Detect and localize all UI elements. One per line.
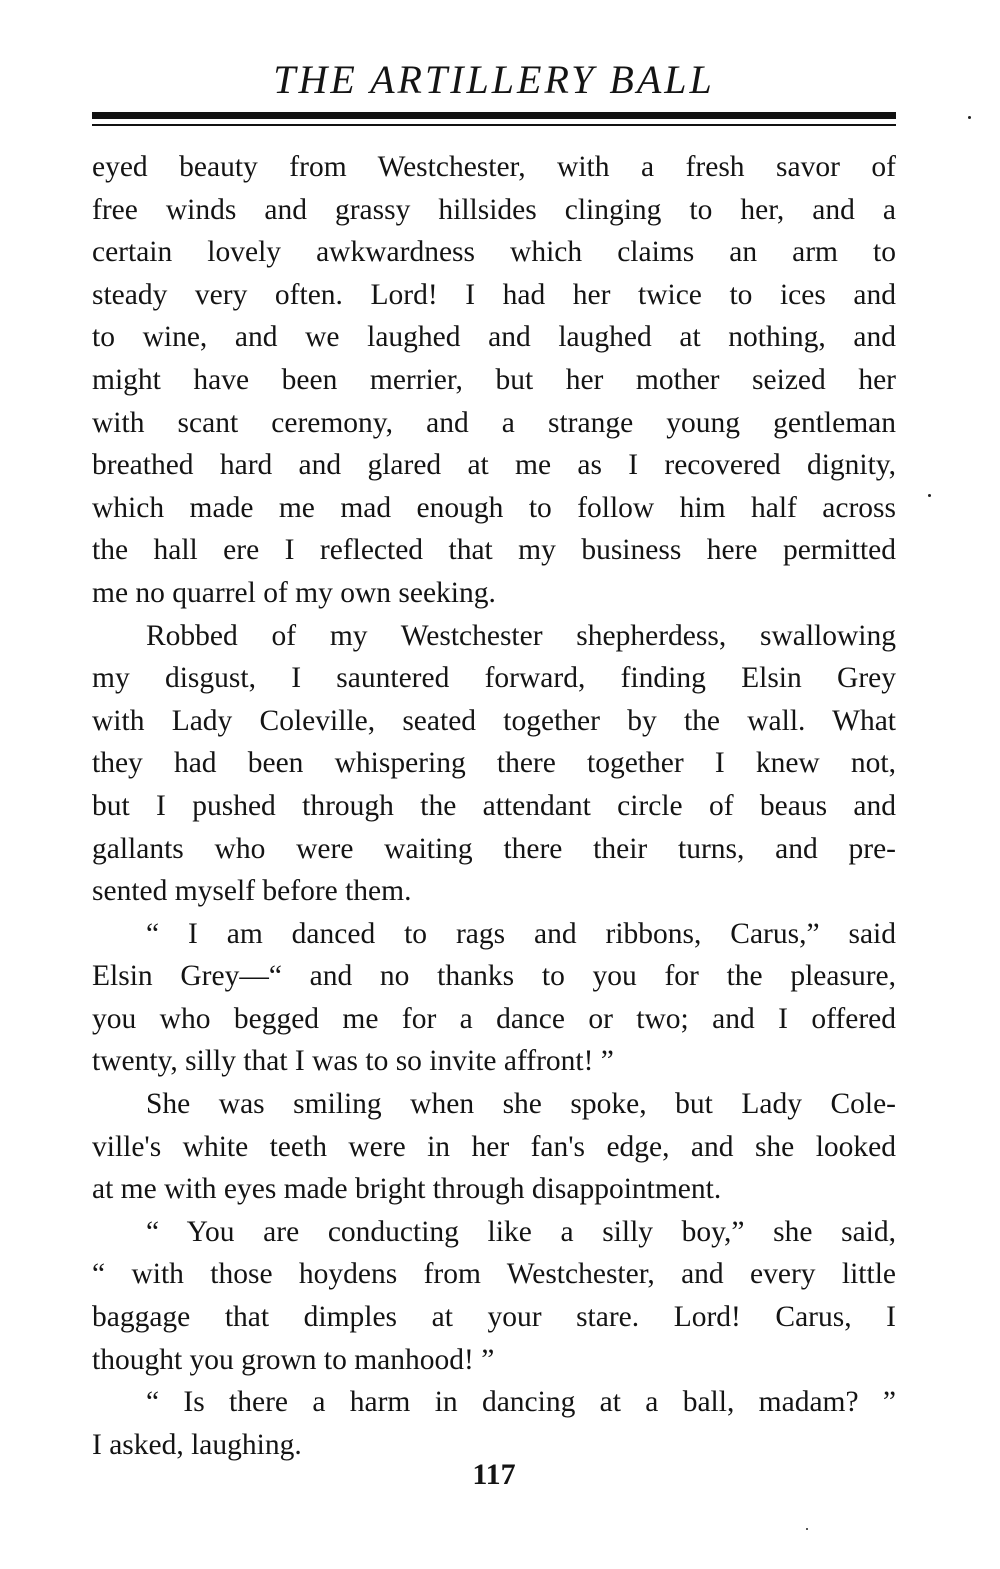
text-line: to wine, and we laughed and laughed at nothing, and: [92, 321, 896, 354]
text-line: She was smiling when she spoke, but Lady Cole-: [146, 1088, 896, 1121]
text-line: “ I am danced to rags and ribbons, Carus,” said: [146, 917, 896, 950]
text-line: I asked, laughing.: [92, 1428, 302, 1461]
body-text: [92, 146, 896, 1466]
text-line: free winds and grassy hillsides clinging to her, and a: [92, 193, 896, 226]
paper-speck: [806, 1528, 808, 1530]
text-line: the hall ere I reflected that my business here permitted: [92, 534, 896, 567]
text-line: eyed beauty from Westchester, with a fresh savor of: [92, 151, 896, 183]
text-line: certain lovely awkwardness which claims an arm to: [92, 236, 896, 269]
text-line: gallants who were waiting there their turns, and pre-: [92, 832, 896, 865]
text-line: my disgust, I sauntered forward, finding Elsin Grey: [92, 662, 896, 695]
text-line: might have been merrier, but her mother seized her: [92, 363, 896, 396]
text-line: sented myself before them.: [92, 875, 412, 908]
header-rule-thick: [92, 112, 896, 119]
text-line: steady very often. Lord! I had her twice to ices and: [92, 278, 896, 311]
text-line: “ Is there a harm in dancing at a ball, madam? ”: [146, 1386, 896, 1419]
running-title: THE ARTILLERY BALL: [273, 57, 715, 102]
text-line: baggage that dimples at your stare. Lord! Carus, I: [92, 1301, 896, 1334]
text-line: me no quarrel of my own seeking.: [92, 576, 496, 609]
text-line: Elsin Grey—“ and no thanks to you for the pleasure,: [92, 960, 896, 993]
text-line: “ You are conducting like a silly boy,” she said,: [146, 1215, 896, 1248]
text-line: but I pushed through the attendant circle of beaus and: [92, 789, 896, 822]
paper-speck: [968, 116, 971, 119]
text-line: thought you grown to manhood! ”: [92, 1343, 495, 1376]
text-line: “ with those hoydens from Westchester, and every little: [92, 1258, 896, 1291]
paper-speck: [928, 494, 931, 497]
text-line: they had been whispering there together I knew not,: [92, 747, 896, 780]
text-line: breathed hard and glared at me as I recovered dignity,: [92, 449, 896, 482]
text-line: at me with eyes made bright through disappointment.: [92, 1173, 722, 1206]
text-line: you who begged me for a dance or two; and I offered: [92, 1002, 896, 1035]
header-rule-thin: [92, 124, 896, 126]
text-line: which made me mad enough to follow him half across: [92, 491, 896, 524]
text-line: with Lady Coleville, seated together by the wall. What: [92, 704, 896, 737]
text-line: Robbed of my Westchester shepherdess, swallowing: [146, 619, 896, 652]
text-line: twenty, silly that I was to so invite affront! ”: [92, 1045, 614, 1078]
text-line: ville's white teeth were in her fan's edge, and she looked: [92, 1130, 896, 1163]
text-line: with scant ceremony, and a strange young gentleman: [92, 406, 896, 439]
page-number: 117: [472, 1458, 516, 1491]
